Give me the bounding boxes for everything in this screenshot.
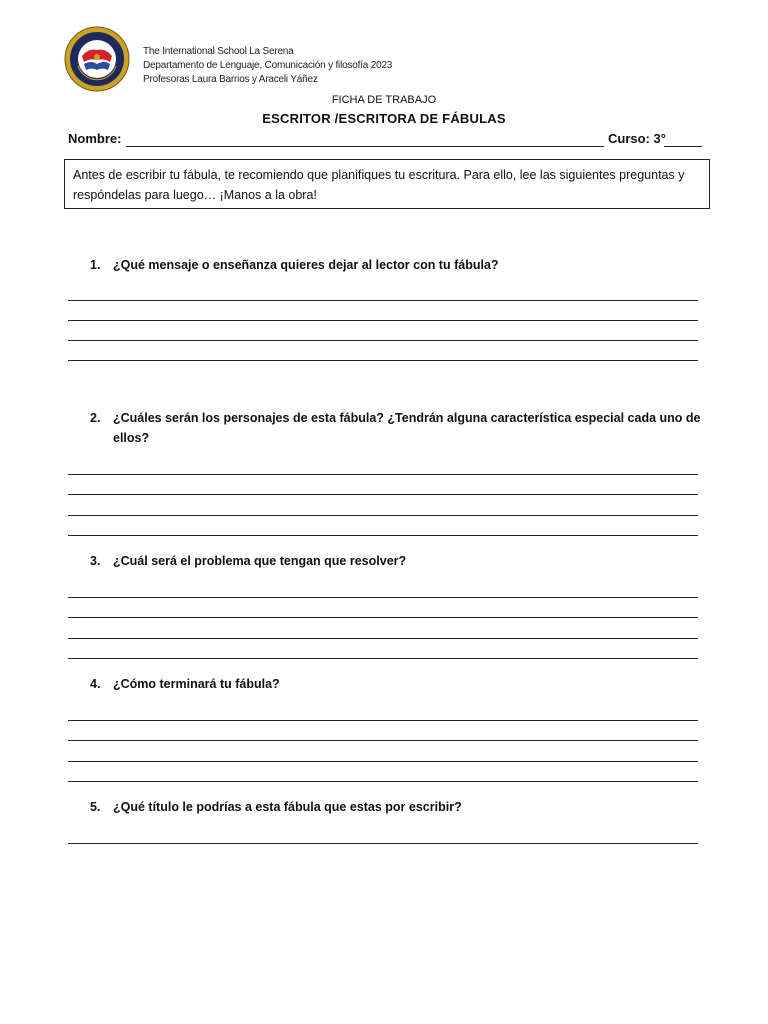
answer-line[interactable] bbox=[68, 781, 698, 782]
school-name: The International School La Serena bbox=[143, 46, 294, 57]
question-number: 5. bbox=[90, 800, 101, 814]
instructions-box: Antes de escribir tu fábula, te recomiendo que planifiques tu escritura. Para ello, lee las siguientes preguntas y respóndelas para luego… ¡Manos a la obra! bbox=[64, 159, 710, 209]
question-text: ¿Qué título le podrías a esta fábula que estas por escribir? bbox=[113, 800, 462, 814]
answer-line[interactable] bbox=[68, 515, 698, 516]
question-number: 3. bbox=[90, 554, 101, 568]
answer-line[interactable] bbox=[68, 360, 698, 361]
school-header bbox=[143, 45, 392, 87]
answer-line[interactable] bbox=[68, 300, 698, 301]
name-course-row bbox=[68, 131, 708, 149]
answer-line[interactable] bbox=[68, 617, 698, 618]
question-2 bbox=[90, 408, 705, 448]
question-1 bbox=[90, 255, 705, 275]
school-seal-icon bbox=[64, 26, 130, 92]
answer-line[interactable] bbox=[68, 638, 698, 639]
question-text: ¿Cuáles serán los personajes de esta fábula? ¿Tendrán alguna característica especial cada uno de ellos? bbox=[113, 411, 701, 445]
answer-line[interactable] bbox=[68, 843, 698, 844]
answer-line[interactable] bbox=[68, 761, 698, 762]
question-text: ¿Qué mensaje o enseñanza quieres dejar al lector con tu fábula? bbox=[113, 258, 499, 272]
question-number: 1. bbox=[90, 258, 101, 272]
department-name: Departamento de Lenguaje, Comunicación y filosofía 2023 bbox=[143, 60, 393, 71]
answer-line[interactable] bbox=[68, 474, 698, 475]
question-3 bbox=[90, 551, 705, 571]
question-text: ¿Cómo terminará tu fábula? bbox=[113, 677, 280, 691]
answer-line[interactable] bbox=[68, 494, 698, 495]
answer-line[interactable] bbox=[68, 658, 698, 659]
teachers-names: Profesoras Laura Barrios y Araceli Yáñez bbox=[143, 74, 318, 85]
answer-line[interactable] bbox=[68, 740, 698, 741]
question-4 bbox=[90, 674, 705, 694]
course-label: Curso: 3° bbox=[608, 131, 666, 146]
worksheet-title: ESCRITOR /ESCRITORA DE FÁBULAS bbox=[262, 111, 506, 126]
answer-line[interactable] bbox=[68, 535, 698, 536]
question-number: 4. bbox=[90, 677, 101, 691]
question-number: 2. bbox=[90, 411, 101, 425]
name-label: Nombre: bbox=[68, 131, 122, 146]
worksheet-label: FICHA DE TRABAJO bbox=[331, 94, 437, 106]
answer-line[interactable] bbox=[68, 720, 698, 721]
name-field[interactable] bbox=[126, 146, 604, 147]
answer-line[interactable] bbox=[68, 597, 698, 598]
answer-line[interactable] bbox=[68, 340, 698, 341]
question-text: ¿Cuál será el problema que tengan que resolver? bbox=[113, 554, 407, 568]
course-field[interactable] bbox=[664, 146, 702, 147]
answer-line[interactable] bbox=[68, 320, 698, 321]
question-5 bbox=[90, 797, 705, 817]
